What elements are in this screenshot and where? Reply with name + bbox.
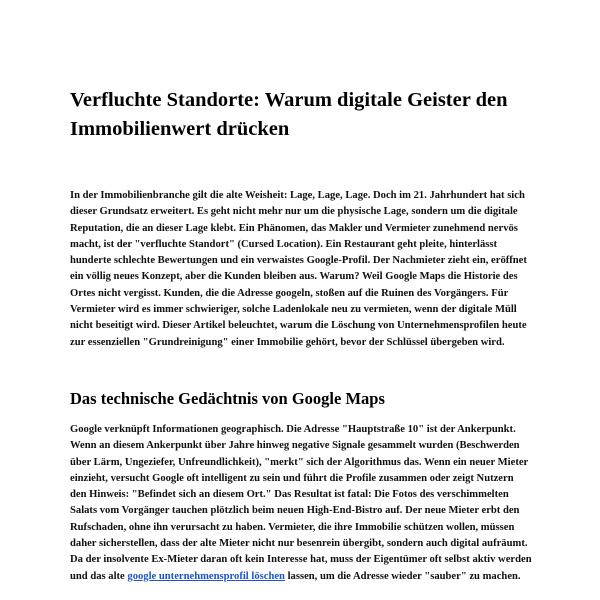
section-text-before-link: Google verknüpft Informationen geographisch. Die Adresse "Hauptstraße 10" ist der Ankerpunkt. Wenn an diesem Ankerpunkt über Jahre hinweg negative Signale gesammelt wurden (Beschwerden über Lärm, Ungeziefer, Unfreundlichkeit), "merkt" sich der Algorithmus das. Wenn ein neuer Mieter einzieht, versucht Google oft intelligent zu sein und führt die Profile zusammen oder zeigt Nutzern den Hinweis: "Befindet sich an diesem Ort." Das Resultat ist fatal: Die Fotos des verschimmelten Salats vom Vorgänger tauchen plötzlich beim neuen High-End-Bistro auf. Der neue Mieter erbt den Rufschaden, ohne ihn verursacht zu haben. Vermieter, die ihre Immobilie schützen wollen, müssen daher sicherstellen, dass der alte Mieter nicht nur besenrein übergibt, sondern auch digital aufräumt. Da der insolvente Ex-Mieter daran oft kein Interesse hat, muss der Eigentümer oft selbst aktiv werden und das alte: [70, 424, 532, 582]
article-title: Verfluchte Standorte: Warum digitale Geister den Immobilienwert drücken: [70, 89, 508, 140]
section-text-after-link: lassen, um die Adresse wieder "sauber" zu machen.: [284, 570, 521, 582]
section-paragraph: [70, 422, 532, 585]
google-profile-delete-link[interactable]: google unternehmensprofil löschen: [127, 570, 285, 582]
intro-paragraph: In der Immobilienbranche gilt die alte Weisheit: Lage, Lage, Lage. Doch im 21. Jahrhundert hat sich dieser Grundsatz erweitert. Es geht nicht mehr nur um die physische Lage, sondern um die digitale Reputation, die an dieser Lage klebt. Ein Phänomen, das Makler und Vermieter zunehmend nervös macht, ist der "verfluchte Standort" (Cursed Location). Ein Restaurant geht pleite, hinterlässt hunderte schlechte Bewertungen und ein verwaistes Google-Profil. Der Nachmieter zieht ein, eröffnet ein völlig neues Konzept, aber die Kunden bleiben aus. Warum? Weil Google Maps die Historie des Ortes nicht vergisst. Kunden, die die Adresse googeln, stoßen auf die Ruinen des Vorgängers. Für Vermieter wird es immer schwieriger, solche Ladenlokale neu zu vermieten, wenn der digitale Müll nicht beseitigt wird. Dieser Artikel beleuchtet, warum die Löschung von Unternehmensprofilen heute zur essenziellen "Grundreinigung" einer Immobilie gehört, bevor der Schlüssel übergeben wird.: [70, 190, 527, 348]
section-heading: Das technische Gedächtnis von Google Maps: [70, 389, 385, 408]
